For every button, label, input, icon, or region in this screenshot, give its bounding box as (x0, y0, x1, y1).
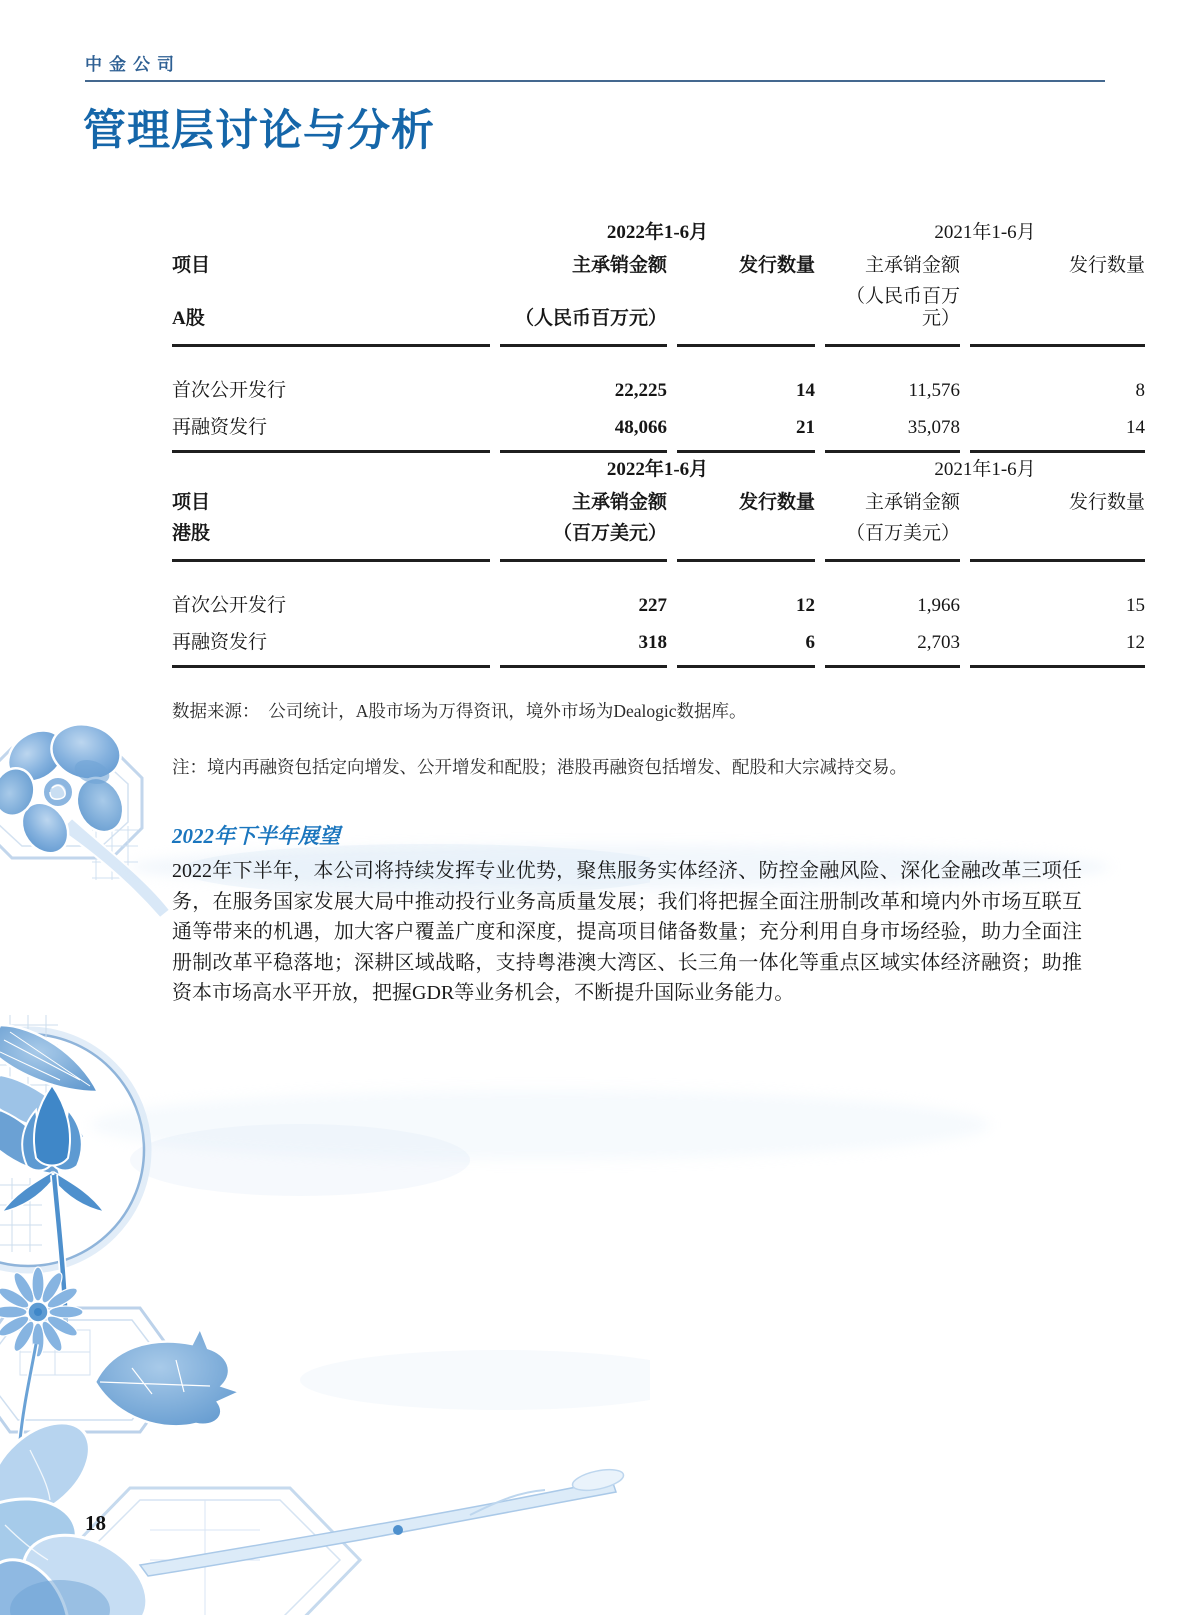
vine-leaf (95, 1328, 240, 1426)
cell-value: 14 (796, 380, 816, 401)
unit-label-2022: （人民币百万元） (500, 286, 667, 347)
branch (140, 1466, 625, 1576)
column-header-amount-2021: 主承销金额 (865, 255, 961, 276)
period-header-2022: 2022年1-6月 (606, 222, 709, 243)
cell-value: 14 (970, 410, 1145, 453)
column-header-item: 项目 (172, 492, 211, 513)
empty-cell (172, 222, 490, 255)
cell-value: 227 (638, 595, 667, 616)
row-label: 首次公开发行 (172, 380, 287, 401)
cell-value: 1,966 (917, 595, 961, 616)
column-header-count-2021: 发行数量 (1069, 492, 1146, 513)
underwriting-table-hk-shares (162, 459, 1155, 668)
cell-value: 22,225 (614, 380, 667, 401)
column-header-count-2021: 发行数量 (1069, 255, 1146, 276)
page-number: 18 (85, 1511, 106, 1535)
cell-value: 12 (970, 625, 1145, 668)
column-header-count-2022: 发行数量 (739, 492, 816, 513)
cell-value: 2,703 (825, 625, 960, 668)
magnolia-petals (0, 1404, 164, 1615)
cell-value: 48,066 (500, 410, 667, 453)
wash-blob (300, 1350, 650, 1410)
cell-value: 11,576 (908, 380, 961, 401)
underwriting-table-a-shares (162, 222, 1155, 453)
empty-cell (677, 523, 815, 562)
cell-value: 6 (677, 625, 815, 668)
row-label: 首次公开发行 (172, 595, 287, 616)
outlook-paragraph: 2022年下半年，本公司将持续发挥专业优势，聚焦服务实体经济、防控金融风险、深化金融改革三项任务，在服务国家发展大局中推动投行业务高质量发展；我们将把握全面注册制改革和境内外市场互联互通等带来的机遇，加大客户覆盖广度和深度，提高项目储备数量；充分利用自身市场经验，助力全面注册制改革平稳落地；深耕区域战略，支持粤港澳大湾区、长三角一体化等重点区域实体经济融资；助推资本市场高水平开放，把握GDR等业务机会，不断提升国际业务能力。 (172, 860, 1082, 1004)
unit-label-2021: （百万美元） (825, 523, 960, 562)
orchid-flower (0, 717, 170, 918)
column-header-amount-2022: 主承销金额 (571, 492, 667, 513)
spacer-row (172, 347, 1145, 373)
section-label: A股 (172, 286, 490, 347)
section-label: 港股 (172, 523, 490, 562)
cell-value: 318 (500, 625, 667, 668)
row-label: 再融资发行 (172, 625, 490, 668)
spacer-row (172, 562, 1145, 588)
column-header-amount-2021: 主承销金额 (865, 492, 961, 513)
cell-value: 15 (1126, 595, 1146, 616)
source-note: 数据来源： 公司统计，A股市场为万得资讯，境外市场为Dealogic数据库。 (172, 701, 747, 721)
cell-value: 8 (1135, 380, 1146, 401)
cell-value: 35,078 (825, 410, 960, 453)
empty-cell (172, 459, 490, 492)
background-wash (90, 1090, 990, 1160)
empty-cell (970, 523, 1145, 562)
unit-label-2021: （人民币百万元） (825, 286, 960, 347)
period-header-2022: 2022年1-6月 (606, 459, 709, 480)
outlook-heading: 2022年下半年展望 (172, 824, 340, 848)
empty-cell (677, 286, 815, 347)
footnote: 注：境内再融资包括定向增发、公开增发和配股；港股再融资包括增发、配股和大宗减持交易。 (172, 757, 907, 777)
period-header-2021: 2021年1-6月 (934, 222, 1036, 243)
column-header-amount-2022: 主承销金额 (571, 255, 667, 276)
unit-label-2022: （百万美元） (500, 523, 667, 562)
cell-value: 21 (677, 410, 815, 453)
empty-cell (970, 286, 1145, 347)
brand-name: 中金公司 (85, 55, 181, 74)
page-title: 管理层讨论与分析 (83, 108, 435, 155)
period-header-2021: 2021年1-6月 (934, 459, 1036, 480)
column-header-count-2022: 发行数量 (739, 255, 816, 276)
cell-value: 12 (796, 595, 816, 616)
column-header-item: 项目 (172, 255, 211, 276)
row-label: 再融资发行 (172, 410, 490, 453)
header-rule (85, 80, 1105, 82)
